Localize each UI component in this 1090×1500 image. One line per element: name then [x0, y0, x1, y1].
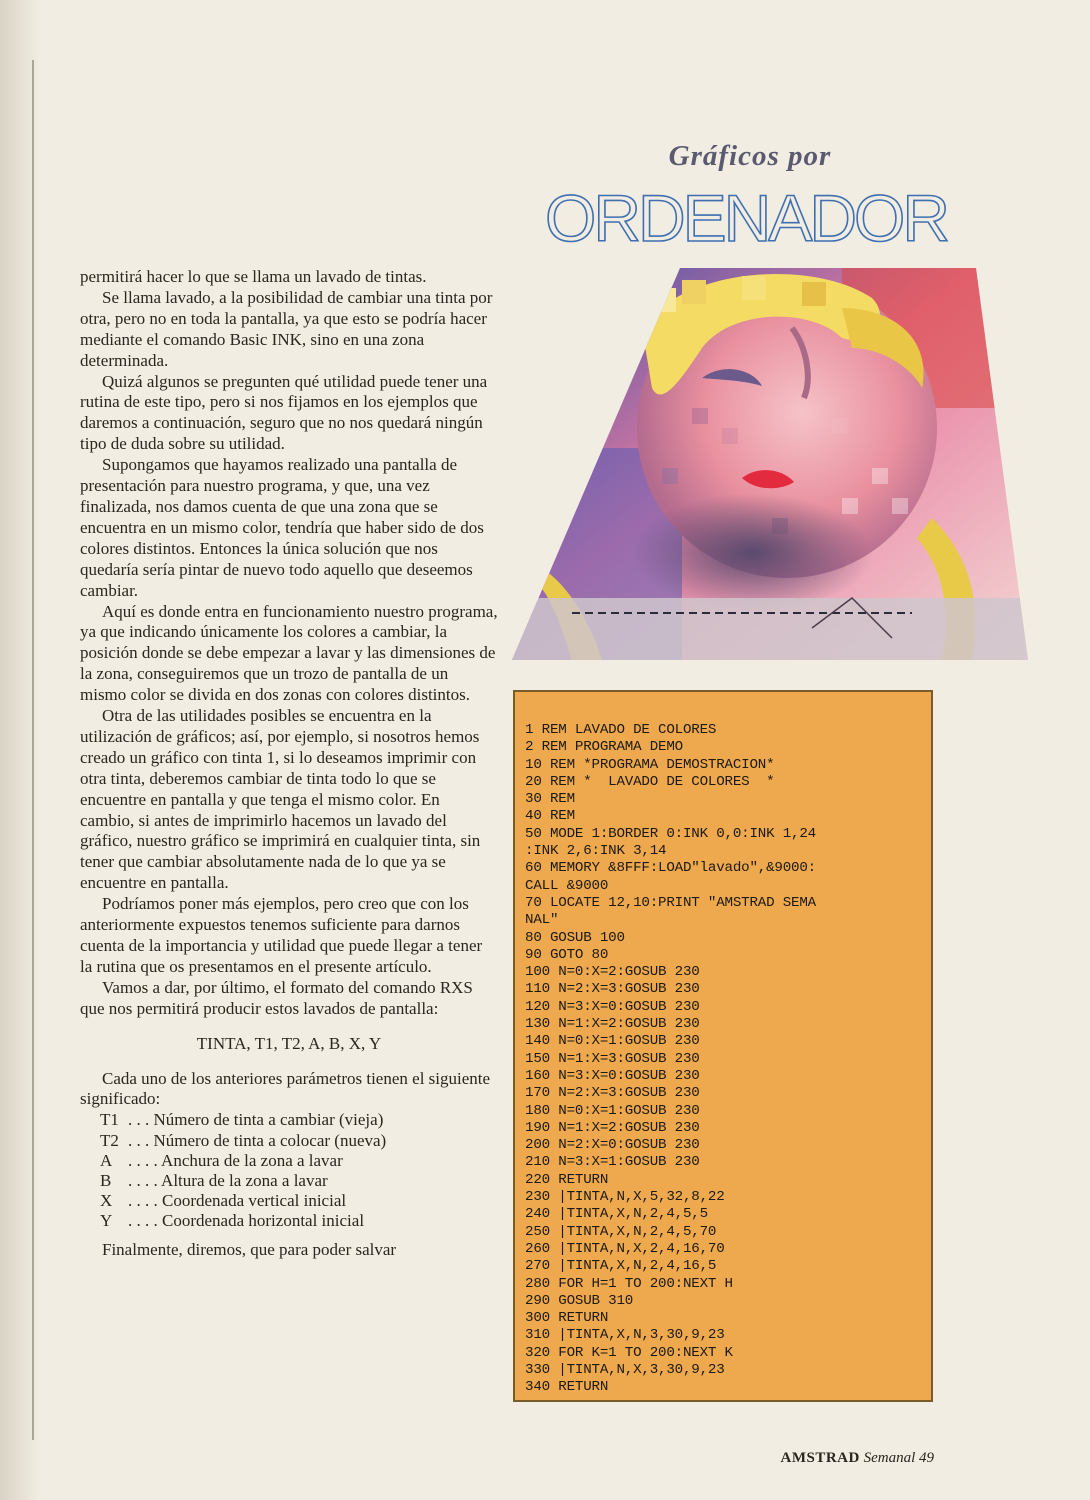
woman-portrait-icon [512, 268, 1028, 660]
param-key: X [100, 1191, 113, 1211]
code-line: 110 N=2:X=3:GOSUB 230 [525, 981, 700, 998]
code-line: 30 REM [525, 791, 575, 808]
param-desc: . . . Número de tinta a cambiar (vieja) [128, 1110, 384, 1130]
param-row [80, 1191, 498, 1211]
code-line: 290 GOSUB 310 [525, 1292, 634, 1309]
param-key: T2 [100, 1130, 119, 1150]
param-row [80, 1131, 498, 1151]
code-line: 330 |TINTA,N,X,3,30,9,23 [525, 1361, 725, 1378]
code-line: 210 N=3:X=1:GOSUB 230 [525, 1154, 700, 1171]
param-row [80, 1211, 498, 1231]
header-title: ORDENADOR [545, 181, 948, 255]
code-line: 340 RETURN [525, 1379, 609, 1396]
params-intro: Cada uno de los anteriores parámetros tienen el siguiente significado: [80, 1068, 491, 1109]
header-kicker: Gráficos por [668, 140, 832, 172]
code-line: CALL &9000 [525, 877, 609, 894]
code-line: 1 REM LAVADO DE COLORES [525, 722, 717, 738]
code-line: 130 N=1:X=2:GOSUB 230 [525, 1016, 700, 1033]
code-line: 230 |TINTA,N,X,5,32,8,22 [525, 1189, 725, 1206]
code-line: 260 |TINTA,N,X,2,4,16,70 [525, 1240, 725, 1257]
article-body [80, 267, 498, 1260]
closing-text: Finalmente, diremos, que para poder salvar [102, 1239, 397, 1259]
paragraph: Otra de las utilidades posibles se encuentra en la utilización de gráficos; así, por ejemplo, si nosotros hemos creado un gráfico con tinta 1, si lo deseamos imprimir con otra tinta, deberemos cambiar de tinta todo lo que se encuentre en pantalla y que tenga el mismo color. En cambio, si antes de imprimirlo hacemos un lavado del gráfico, nuestro gráfico se imprimirá en cualquier tinta, sin tener que cambiar absolutamente nada de lo que ya se encuentre en pantalla. [80, 706, 481, 893]
code-line: 320 FOR K=1 TO 200:NEXT K [525, 1344, 733, 1361]
code-line: 310 |TINTA,X,N,3,30,9,23 [525, 1327, 725, 1344]
paragraph: Aquí es donde entra en funcionamiento nuestro programa, ya que indicando únicamente los colores a cambiar, la posición donde se debe empezar a lavar y las dimensiones de la zona, conseguiremos que un trozo de pantalla de un mismo color se divida en dos zonas con colores distintos. [80, 601, 498, 705]
code-line: 240 |TINTA,X,N,2,4,5,5 [525, 1206, 708, 1223]
command-format: TINTA, T1, T2, A, B, X, Y [196, 1033, 382, 1053]
code-line: 300 RETURN [525, 1310, 609, 1327]
code-line: 20 REM * LAVADO DE COLORES * [525, 773, 775, 790]
param-key: B [100, 1170, 112, 1190]
param-desc: . . . Número de tinta a colocar (nueva) [128, 1130, 387, 1150]
param-key: A [100, 1150, 113, 1170]
code-line: 250 |TINTA,X,N,2,4,5,70 [525, 1223, 717, 1240]
code-line: 270 |TINTA,X,N,2,4,16,5 [525, 1258, 717, 1275]
code-line: 60 MEMORY &8FFF:LOAD"lavado",&9000: [525, 860, 816, 877]
param-desc: . . . . Altura de la zona a lavar [128, 1170, 328, 1190]
page-fold-line [32, 60, 34, 1440]
code-line: 120 N=3:X=0:GOSUB 230 [525, 998, 700, 1015]
code-line: 190 N=1:X=2:GOSUB 230 [525, 1119, 700, 1136]
code-line: :INK 2,6:INK 3,14 [525, 843, 667, 860]
code-line: 140 N=0:X=1:GOSUB 230 [525, 1033, 700, 1050]
code-line: NAL" [525, 912, 559, 929]
code-line: 220 RETURN [525, 1171, 609, 1188]
code-line: 150 N=1:X=3:GOSUB 230 [525, 1050, 700, 1067]
code-line: 180 N=0:X=1:GOSUB 230 [525, 1102, 700, 1119]
code-line: 80 GOSUB 100 [525, 929, 625, 946]
param-row [80, 1171, 498, 1191]
paragraph: Supongamos que hayamos realizado una pantalla de presentación para nuestro programa, y que, una vez finalizada, nos damos cuenta de que una zona que se encuentra en un mismo color, tendría que haber sido de dos colores distintos. Entonces la única solución que nos quedaría sería pintar de nuevo todo aquello que deseemos cambiar. [80, 455, 484, 600]
page-footer [780, 1450, 934, 1467]
code-line: 2 REM PROGRAMA DEMO [525, 739, 683, 756]
code-line: 280 FOR H=1 TO 200:NEXT H [525, 1275, 733, 1292]
code-line: 90 GOTO 80 [525, 946, 609, 963]
param-desc: . . . . Coordenada vertical inicial [128, 1191, 347, 1211]
code-line: 40 REM [525, 808, 575, 825]
param-row [80, 1151, 498, 1171]
code-line: 200 N=2:X=0:GOSUB 230 [525, 1137, 700, 1154]
basic-listing [513, 690, 933, 1402]
paragraph: Quizá algunos se pregunten qué utilidad puede tener una rutina de este tipo, pero si nos fijamos en los ejemplos que daremos a continuación, seguro que no nos quedará ningún tipo de duda sobre su utilidad. [80, 371, 488, 454]
paragraph: Podríamos poner más ejemplos, pero creo que con los anteriormente expuestos tenemos suficiente para darnos cuenta de la importancia y utilidad que puede llegar a tener la rutina que os presentamos en el presente artículo. [80, 894, 483, 976]
page-number: 49 [919, 1450, 934, 1466]
code-line: 70 LOCATE 12,10:PRINT "AMSTRAD SEMA [525, 894, 816, 911]
code-line: 100 N=0:X=2:GOSUB 230 [525, 964, 700, 981]
page-binding-edge [0, 0, 40, 1500]
code-line: 160 N=3:X=0:GOSUB 230 [525, 1067, 700, 1084]
params-table [80, 1110, 498, 1231]
code-line: 50 MODE 1:BORDER 0:INK 0,0:INK 1,24 [525, 825, 816, 842]
paragraph: Se llama lavado, a la posibilidad de cambiar una tinta por otra, pero no en toda la pantalla, ya que esto se podría hacer mediante el comando Basic INK, sino en una zona determinada. [80, 287, 493, 370]
code-line: 170 N=2:X=3:GOSUB 230 [525, 1085, 700, 1102]
param-key: Y [100, 1211, 113, 1231]
magazine-section: Semanal [863, 1450, 916, 1466]
magazine-name: AMSTRAD [780, 1450, 860, 1466]
param-desc: . . . . Anchura de la zona a lavar [128, 1150, 343, 1170]
paragraph: Vamos a dar, por último, el formato del comando RXS que nos permitirá producir estos lavados de pantalla: [80, 977, 473, 1018]
param-key: T1 [100, 1110, 119, 1130]
paragraph: permitirá hacer lo que se llama un lavado de tintas. [80, 267, 427, 286]
code-line: 10 REM *PROGRAMA DEMOSTRACION* [525, 756, 775, 773]
param-row [80, 1110, 498, 1130]
param-desc: . . . . Coordenada horizontal inicial [128, 1211, 365, 1231]
